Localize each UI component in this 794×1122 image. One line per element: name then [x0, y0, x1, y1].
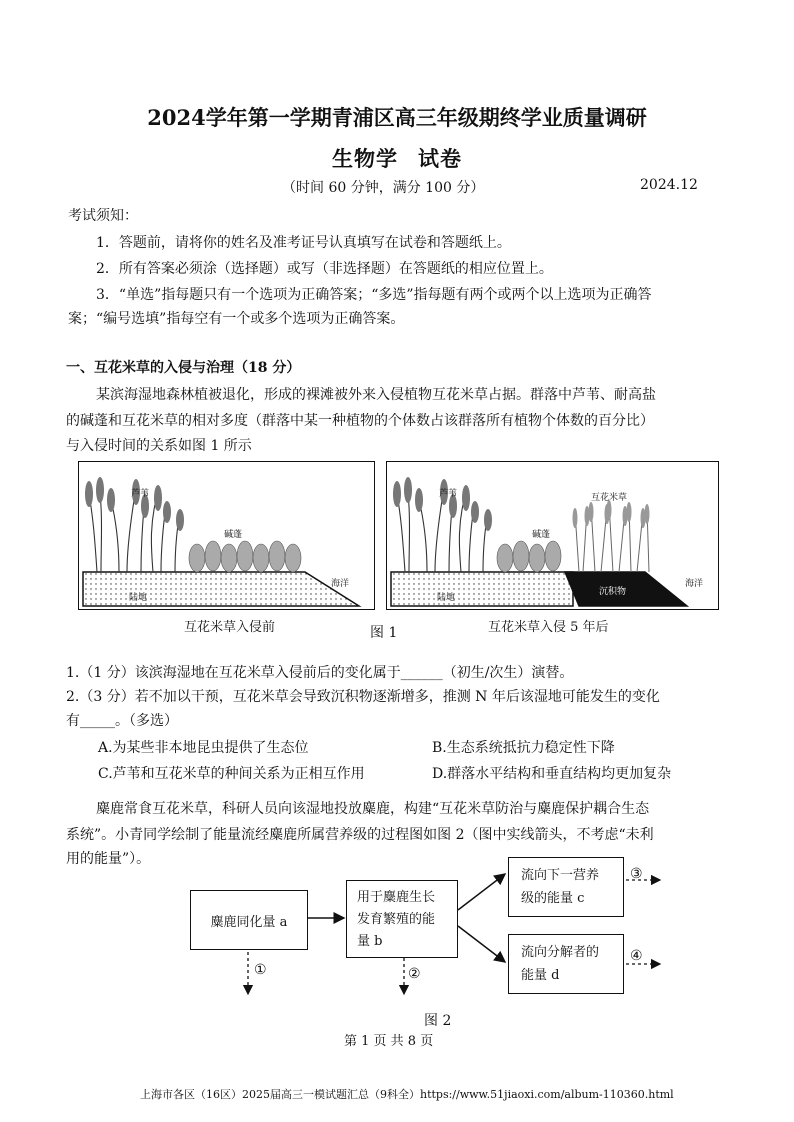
option-c: C.芦苇和互花米草的种间关系为正相互作用 [98, 766, 365, 782]
intro-line: 的碱蓬和互花米草的相对多度（群落中某一种植物的个体数占该群落所有植物个体数的百分比） [66, 413, 654, 429]
figure1-left-caption: 互花米草入侵前 [184, 620, 276, 635]
intro-line: 某滨海湿地森林植被退化，形成的裸滩被外来入侵植物互花米草占据。群落中芦苇、耐高盐 [96, 387, 656, 403]
time-note: （时间 60 分钟，满分 100 分） [282, 180, 485, 196]
figure2-label: 图 2 [424, 1013, 452, 1029]
notice-item: 案；“编号选填”指每空有一个或多个选项为正确答案。 [68, 311, 405, 327]
box-assimilation [190, 890, 308, 950]
box-b-text: 量 b [357, 934, 383, 949]
paragraph-line: 用的能量”）。 [66, 851, 151, 867]
notice-item: 2．所有答案必须涂（选择题）或写（非选择题）在答题纸的相应位置上。 [96, 261, 553, 277]
figure1-right-caption: 互花米草入侵 5 年后 [488, 620, 609, 635]
paragraph-line: 麋鹿常食互花米草，科研人员向该湿地投放麋鹿，构建“互花米草防治与麋鹿保护耦合生态 [96, 801, 650, 817]
marker-2: ② [408, 966, 421, 982]
label-land: 陆地 [129, 593, 148, 603]
label-reed: 芦苇 [439, 489, 458, 499]
option-b: B.生态系统抵抗力稳定性下降 [432, 740, 615, 756]
box-decomposer [508, 934, 624, 994]
box-b-text: 发育繁殖的能 [357, 912, 436, 927]
label-sea: 海洋 [331, 579, 350, 589]
box-growth [346, 880, 458, 958]
label-seepweed: 碱蓬 [224, 530, 243, 540]
intro-line: 与入侵时间的关系如图 1 所示 [66, 438, 252, 454]
box-d-text: 流向分解者的 [521, 945, 600, 960]
box-next-level [508, 857, 624, 917]
section-heading: 一、互花米草的入侵与治理（18 分） [66, 360, 301, 376]
subject-name: 生物学 [332, 146, 398, 171]
page-number: 第 1 页 共 8 页 [344, 1034, 434, 1049]
paper-word: 试卷 [418, 146, 462, 171]
question-1: 1.（1 分）该滨海湿地在互花米草入侵前后的变化属于______（初生/次生）演替。 [66, 665, 574, 681]
notice-item: 3．“单选”指每题只有一个选项为正确答案；“多选”指每题有两个或两个以上选项为正确答 [96, 287, 652, 303]
paragraph-line: 系统”。小青同学绘制了能量流经麋鹿所属营养级的过程图如图 2（图中实线箭头，不考虑“未利 [66, 827, 654, 843]
label-reed: 芦苇 [131, 489, 150, 499]
paper-title: 2024学年第一学期青浦区高三年级期终学业质量调研 [147, 105, 647, 130]
figure1-label: 图 1 [370, 625, 398, 641]
exam-date: 2024.12 [640, 177, 698, 193]
arrow-b-to-c [458, 874, 505, 910]
option-a: A.为某些非本地昆虫提供了生态位 [98, 740, 309, 756]
box-a-text: 麋鹿同化量 a [210, 914, 288, 930]
notice-item: 1．答题前，请将你的姓名及准考证号认真填写在试卷和答题纸上。 [96, 235, 511, 251]
question-2-stem: 有_____。（多选） [66, 713, 178, 729]
box-c-text: 流向下一营养 [521, 868, 600, 883]
option-d: D.群落水平结构和垂直结构均更加复杂 [432, 766, 672, 782]
arrow-b-to-d [458, 926, 505, 962]
label-land: 陆地 [437, 593, 456, 603]
marker-3: ③ [630, 866, 643, 882]
source-note: 上海市各区（16区）2025届高三一模试题汇总（9科全）https://www.51jiaoxi.com/album-110360.html [140, 1088, 674, 1101]
label-cordgrass: 互花米草 [591, 493, 628, 503]
box-b-text: 用于麋鹿生长 [357, 890, 436, 905]
box-d-text: 能量 d [521, 968, 560, 983]
question-2-stem: 2.（3 分）若不加以干预，互花米草会导致沉积物逐渐增多，推测 N 年后该湿地可能发生的变化 [66, 689, 660, 705]
label-sediment: 沉积物 [599, 587, 627, 597]
marker-4: ④ [630, 948, 643, 964]
marker-1: ① [254, 962, 267, 978]
notice-heading: 考试须知： [68, 208, 138, 224]
label-sea: 海洋 [685, 579, 704, 589]
box-c-text: 级的能量 c [521, 891, 585, 906]
label-seepweed: 碱蓬 [532, 530, 551, 540]
